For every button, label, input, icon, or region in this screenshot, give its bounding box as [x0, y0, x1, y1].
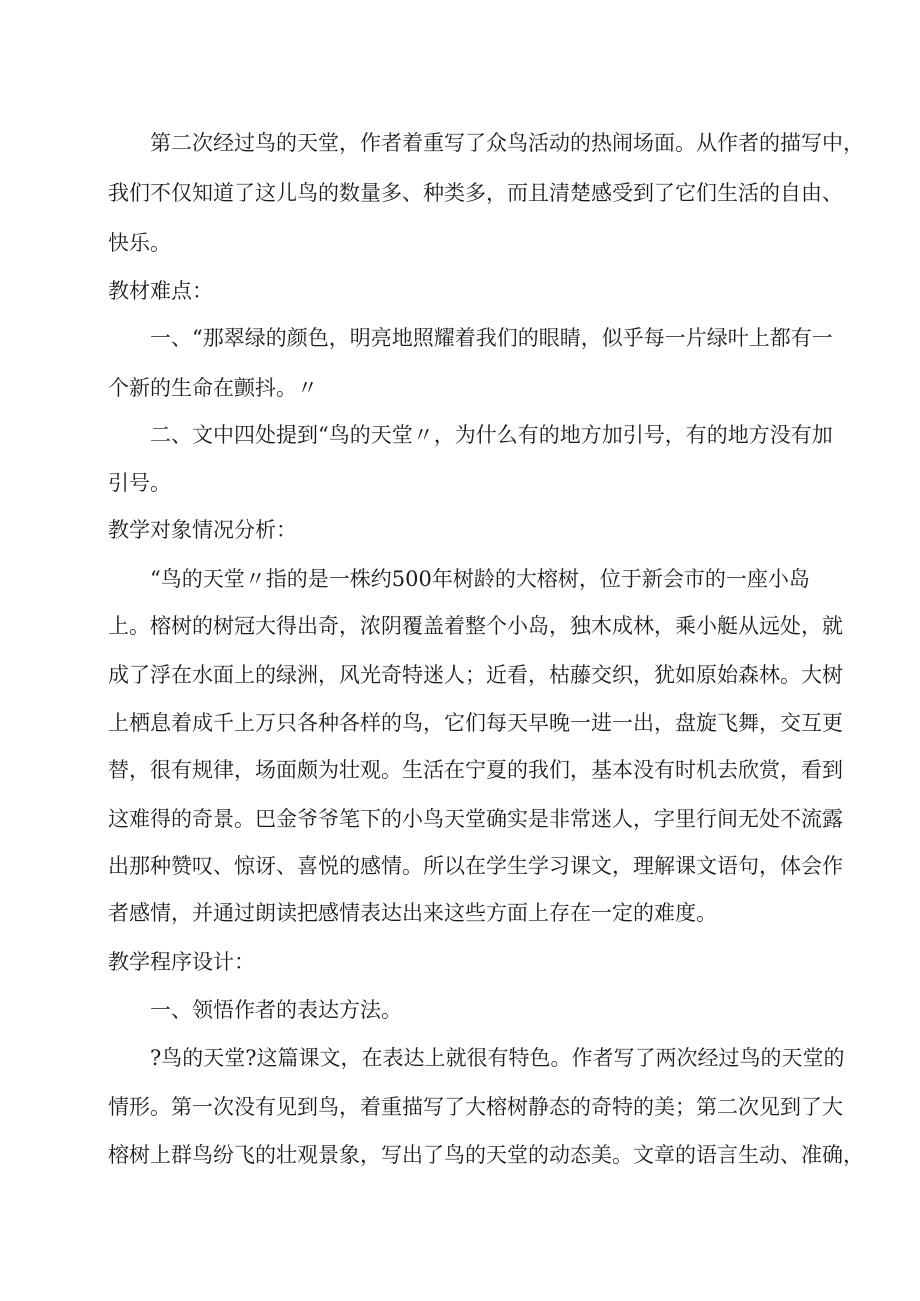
- paragraph-line: 情形。第一次没有见到鸟，着重描写了大榕树静态的奇特的美；第二次见到了大: [108, 1095, 843, 1119]
- paragraph-line: 第二次经过鸟的天堂，作者着重写了众鸟活动的热闹场面。从作者的描写中，: [150, 131, 864, 155]
- paragraph-line: 上。榕树的树冠大得出奇，浓阴覆盖着整个小岛，独木成林，乘小艇从远处，就: [108, 614, 843, 638]
- paragraph-line: ?鸟的天堂?这篇课文，在表达上就很有特色。作者写了两次经过鸟的天堂的: [150, 1046, 845, 1070]
- paragraph-line: 个新的生命在颤抖。〃: [108, 376, 318, 400]
- paragraph-line: 二、文中四处提到“鸟的天堂〃，为什么有的地方加引号，有的地方没有加: [150, 423, 833, 447]
- paragraph-line: 者感情，并通过朗读把感情表达出来这些方面上存在一定的难度。: [108, 901, 717, 925]
- paragraph-line: 上栖息着成千上万只各种各样的鸟，它们每天早晚一进一出，盘旋飞舞，交互更: [108, 711, 843, 735]
- paragraph-line: 榕树上群鸟纷飞的壮观景象，写出了鸟的天堂的动态美。文章的语言生动、准确，: [108, 1143, 864, 1167]
- section-heading: 教学程序设计：: [108, 950, 255, 974]
- paragraph-line: 我们不仅知道了这儿鸟的数量多、种类多，而且清楚感受到了它们生活的自由、: [108, 181, 843, 205]
- paragraph-line: 快乐。: [108, 231, 171, 255]
- paragraph-line: 一、“那翠绿的颜色，明亮地照耀着我们的眼睛，似乎每一片绿叶上都有一: [150, 326, 833, 350]
- paragraph-line: 成了浮在水面上的绿洲，风光奇特迷人；近看，枯藤交织，犹如原始森林。大树: [108, 663, 843, 687]
- subsection-heading: 一、领悟作者的表达方法。: [150, 998, 402, 1022]
- paragraph-line: 替，很有规律，场面颇为壮观。生活在宁夏的我们，基本没有时机去欣赏，看到: [108, 758, 843, 782]
- paragraph-line: 出那种赞叹、惊讶、喜悦的感情。所以在学生学习课文，理解课文语句，体会作: [108, 854, 843, 878]
- paragraph-line: “鸟的天堂〃指的是一株约500年树龄的大榕树，位于新会市的一座小岛: [150, 567, 810, 591]
- paragraph-line: 这难得的奇景。巴金爷爷笔下的小鸟天堂确实是非常迷人，字里行间无处不流露: [108, 807, 843, 831]
- section-heading: 教材难点：: [108, 279, 213, 303]
- section-heading: 教学对象情况分析：: [108, 518, 297, 542]
- paragraph-line: 引号。: [108, 471, 171, 495]
